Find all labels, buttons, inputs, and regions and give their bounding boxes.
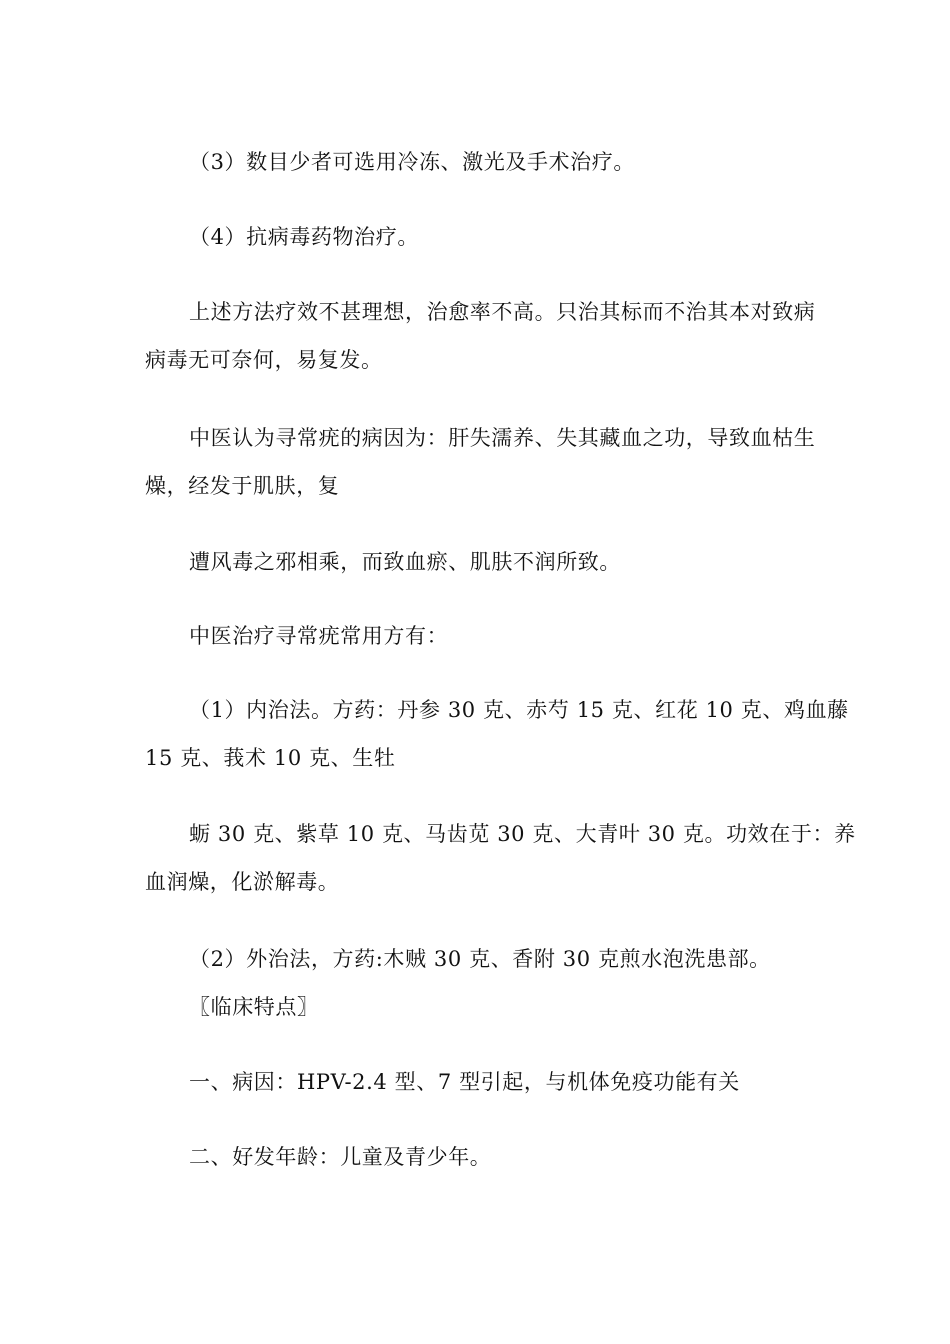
section-heading: 〖临床特点〗: [189, 995, 319, 1019]
paragraph-line: 遭风毒之邪相乘，而致血瘀、肌肤不润所致。: [189, 550, 621, 574]
paragraph-line: 病毒无可奈何，易复发。: [145, 348, 383, 372]
paragraph-internal-treatment: [145, 686, 849, 782]
paragraph-tcm-cause-cont: [145, 538, 810, 586]
paragraph-tcm-cause: [145, 414, 816, 510]
paragraph-etiology: [145, 1058, 810, 1106]
section-heading-clinical-features: [145, 983, 810, 1031]
paragraph-line: （1）内治法。方药：丹参 30 克、赤芍 15 克、红花 10 克、鸡血藤: [189, 698, 849, 722]
paragraph-line: （4）抗病毒药物治疗。: [189, 225, 419, 249]
paragraph-tcm-prescriptions: [145, 612, 810, 660]
paragraph-line: 蛎 30 克、紫草 10 克、马齿苋 30 克、大青叶 30 克。功效在于：养: [189, 822, 856, 846]
paragraph-age-of-onset: [145, 1133, 810, 1181]
paragraph-treatment-3: [145, 138, 810, 186]
paragraph-internal-treatment-cont: [145, 810, 856, 906]
paragraph-line: （3）数目少者可选用冷冻、激光及手术治疗。: [189, 150, 635, 174]
paragraph-external-treatment: [145, 935, 810, 983]
paragraph-treatment-4: [145, 213, 810, 261]
paragraph-line: 中医治疗寻常疣常用方有：: [189, 624, 449, 648]
paragraph-line: 血润燥，化淤解毒。: [145, 870, 340, 894]
paragraph-line: 上述方法疗效不甚理想，治愈率不高。只治其标而不治其本对致病: [189, 300, 816, 324]
paragraph-line: 二、好发年龄：儿童及青少年。: [189, 1145, 492, 1169]
paragraph-efficacy: [145, 288, 816, 384]
paragraph-line: 15 克、莪术 10 克、生牡: [145, 746, 396, 770]
paragraph-line: 中医认为寻常疣的病因为：肝失濡养、失其藏血之功，导致血枯生: [189, 426, 816, 450]
paragraph-line: 燥，经发于肌肤，复: [145, 474, 340, 498]
paragraph-line: 一、病因：HPV-2.4 型、7 型引起，与机体免疫功能有关: [189, 1070, 740, 1094]
paragraph-line: （2）外治法，方药:木贼 30 克、香附 30 克煎水泡洗患部。: [189, 947, 771, 971]
